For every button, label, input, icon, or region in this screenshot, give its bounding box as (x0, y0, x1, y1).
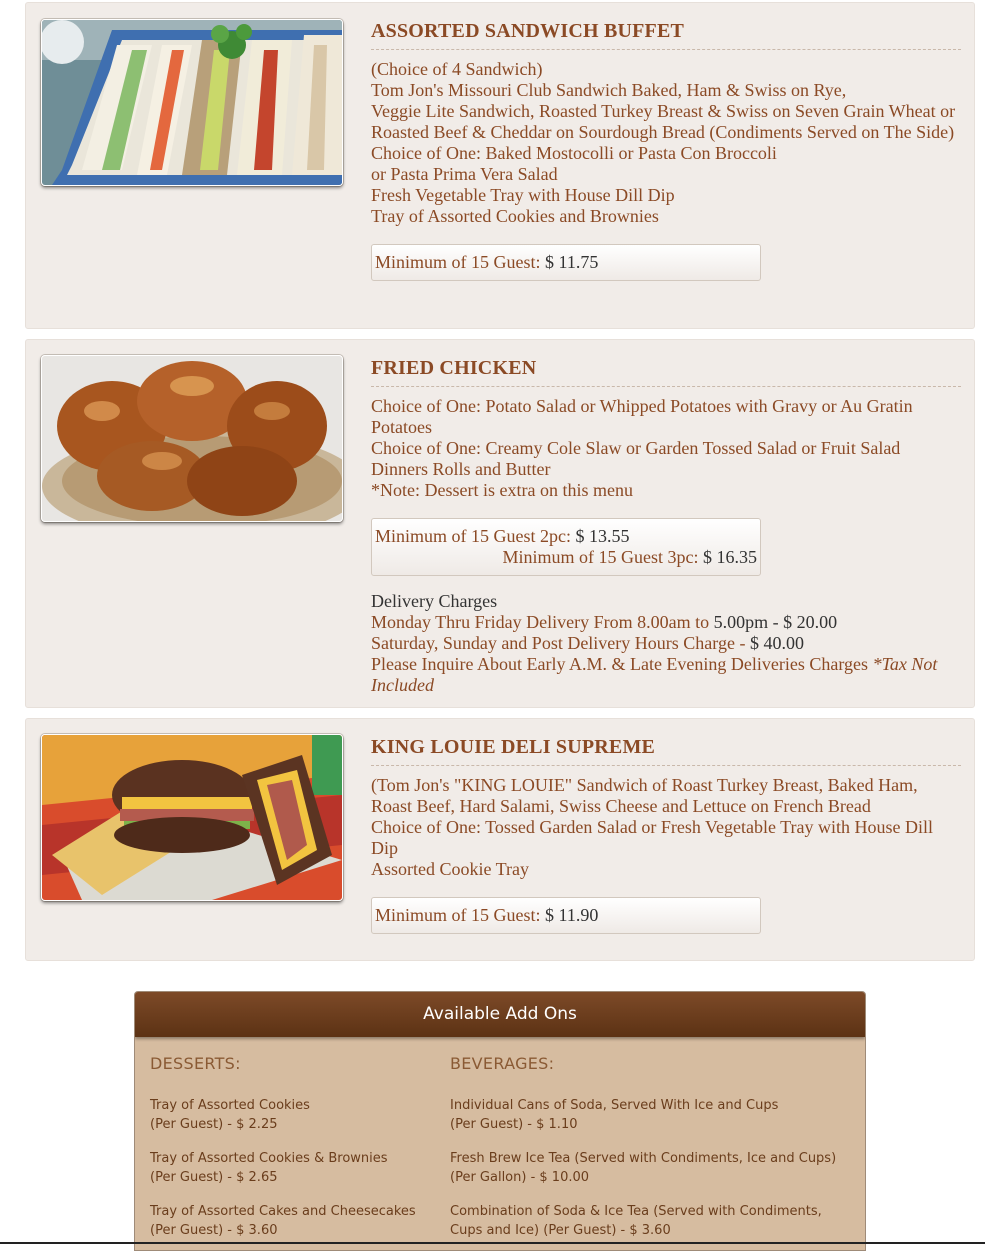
delivery-weekday-value: 5.00pm - $ 20.00 (713, 612, 838, 632)
addon-name: Tray of Assorted Cookies (150, 1098, 310, 1113)
price-value: $ 16.35 (703, 547, 757, 567)
price-label: Minimum of 15 Guest 3pc: (502, 547, 699, 567)
delivery-weekend-value: $ 40.00 (749, 633, 804, 653)
deli-sandwich-photo (41, 734, 343, 901)
addon-name: Individual Cans of Soda, Served With Ice and Cups (450, 1098, 779, 1113)
menu-line: Veggie Lite Sandwich, Roasted Turkey Breast & Swiss on Seven Grain Wheat or Roasted Beef & Cheddar on Sourdough Bread (Condiments Served on The Side) (371, 101, 956, 142)
menu-line: Assorted Cookie Tray (371, 859, 530, 879)
price-label: Minimum of 15 Guest: (375, 252, 541, 272)
addon-item (150, 1202, 440, 1240)
menu-line: or Pasta Prima Vera Salad (371, 164, 558, 184)
addon-item (450, 1149, 855, 1187)
price-value: $ 11.75 (545, 252, 599, 272)
addon-detail: (Per Guest) - $ 2.25 (150, 1117, 278, 1132)
menu-card-sandwich-buffet (25, 2, 975, 329)
menu-title: KING LOUIE DELI SUPREME (371, 735, 961, 766)
delivery-weekend-label: Saturday, Sunday and Post Delivery Hours Charge - (371, 633, 746, 653)
menu-line: Choice of One: Tossed Garden Salad or Fresh Vegetable Tray with House Dill Dip (371, 817, 933, 858)
price-box (371, 518, 761, 576)
sandwich-platter-photo (41, 19, 343, 186)
menu-card-king-louie (25, 718, 975, 961)
addons-panel (134, 991, 866, 1251)
price-box (371, 244, 761, 281)
addon-item (150, 1149, 440, 1187)
delivery-charges (371, 591, 961, 696)
menu-title: FRIED CHICKEN (371, 356, 961, 387)
addon-item (450, 1202, 855, 1240)
delivery-inquire (371, 654, 961, 696)
menu-line: Tray of Assorted Cookies and Brownies (371, 206, 659, 226)
menu-line: Fresh Vegetable Tray with House Dill Dip (371, 185, 675, 205)
menu-title: ASSORTED SANDWICH BUFFET (371, 19, 961, 50)
beverages-column (450, 1054, 855, 1251)
delivery-weekend (371, 633, 961, 654)
menu-line: Choice of One: Creamy Cole Slaw or Garden Tossed Salad or Fruit Salad (371, 438, 901, 458)
addon-name: Tray of Assorted Cookies & Brownies (150, 1151, 388, 1166)
price-value: $ 13.55 (575, 526, 630, 546)
addons-header: Available Add Ons (135, 992, 865, 1037)
addon-detail: (Per Guest) - $ 2.65 (150, 1170, 278, 1185)
price-label: Minimum of 15 Guest 2pc: (375, 526, 571, 546)
addon-name: Tray of Assorted Cakes and Cheesecakes (150, 1204, 416, 1219)
delivery-heading: Delivery Charges (371, 591, 498, 611)
menu-line: *Note: Dessert is extra on this menu (371, 480, 633, 500)
menu-line: Tom Jon's Missouri Club Sandwich Baked, Ham & Swiss on Rye, (371, 80, 847, 100)
fried-chicken-photo (41, 355, 343, 522)
menu-line: (Choice of 4 Sandwich) (371, 59, 543, 79)
menu-details (371, 735, 961, 934)
addon-item (450, 1096, 855, 1134)
menu-details (371, 19, 961, 281)
menu-card-fried-chicken (25, 339, 975, 708)
addon-item (150, 1096, 440, 1134)
desserts-heading: DESSERTS: (150, 1054, 241, 1073)
beverages-heading: BEVERAGES: (450, 1054, 555, 1073)
addon-detail: (Per Guest) - $ 1.10 (450, 1117, 578, 1132)
tax-note: *Tax Not Included (371, 654, 938, 695)
addon-detail: (Per Gallon) - $ 10.00 (450, 1170, 590, 1185)
menu-line: Dinners Rolls and Butter (371, 459, 551, 479)
menu-line: Choice of One: Baked Mostocolli or Pasta Con Broccoli (371, 143, 777, 163)
menu-line: (Tom Jon's "KING LOUIE" Sandwich of Roast Turkey Breast, Baked Ham, Roast Beef, Hard Salami, Swiss Cheese and Lettuce on French Bread (371, 775, 918, 816)
price-value: $ 11.90 (545, 905, 599, 925)
delivery-inquire-text: Please Inquire About Early A.M. & Late Evening Deliveries Charges (371, 654, 869, 674)
price-label: Minimum of 15 Guest: (375, 905, 541, 925)
addon-detail: Cups and Ice) (Per Guest) - $ 3.60 (450, 1223, 671, 1238)
desserts-column (150, 1054, 440, 1251)
addon-name: Combination of Soda & Ice Tea (Served with Condiments, (450, 1204, 822, 1219)
delivery-weekday-label: Monday Thru Friday Delivery From 8.00am to (371, 612, 710, 632)
menu-line: Choice of One: Potato Salad or Whipped Potatoes with Gravy or Au Gratin Potatoes (371, 396, 913, 437)
addon-name: Fresh Brew Ice Tea (Served with Condiments, Ice and Cups) (450, 1151, 837, 1166)
addon-detail: (Per Guest) - $ 3.60 (150, 1223, 278, 1238)
price-box (371, 897, 761, 934)
menu-details (371, 356, 961, 696)
delivery-weekday (371, 612, 961, 633)
